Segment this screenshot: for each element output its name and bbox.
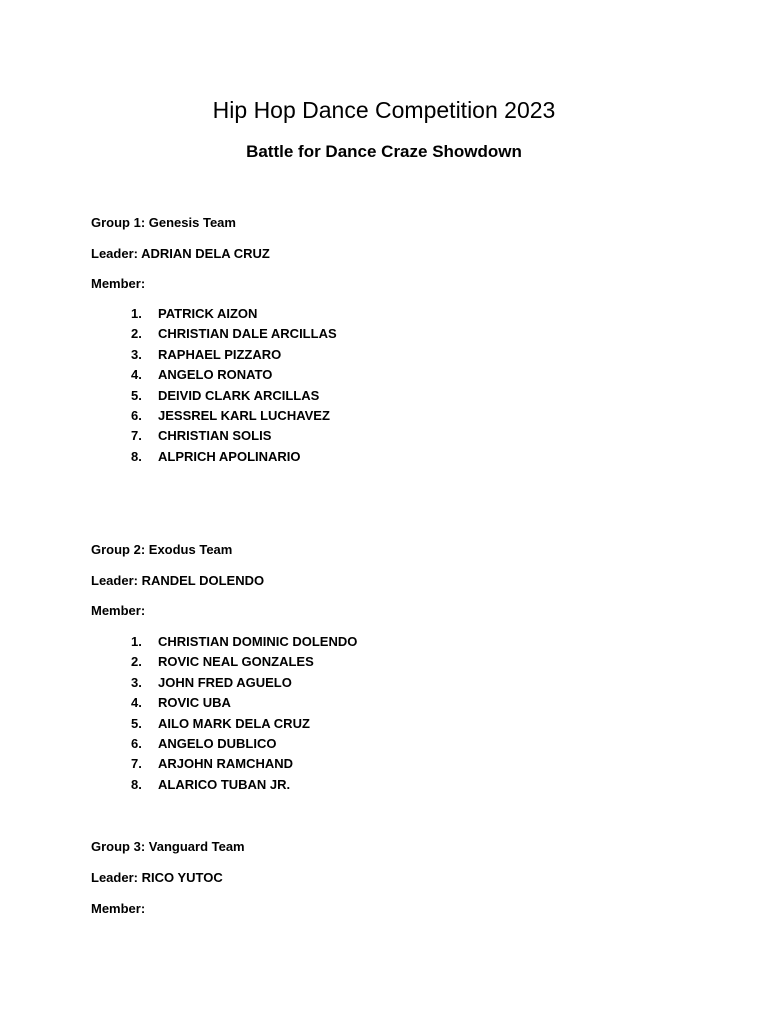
list-number: 2. [131, 326, 142, 342]
list-item [131, 406, 337, 426]
member-name: ARJOHN RAMCHAND [158, 756, 294, 772]
group-2-heading: Group 2: Exodus Team [91, 542, 233, 557]
member-name: JOHN FRED AGUELO [158, 674, 292, 690]
list-item [131, 365, 337, 385]
list-number: 2. [131, 654, 142, 670]
list-item [131, 447, 337, 467]
group-3-member-label: Member: [91, 901, 146, 916]
list-number: 5. [131, 387, 142, 403]
member-name: ALARICO TUBAN JR. [158, 776, 291, 792]
list-item [131, 652, 357, 672]
list-item [131, 632, 357, 652]
group-3-heading: Group 3: Vanguard Team [91, 839, 245, 854]
member-name: ROVIC UBA [158, 695, 231, 711]
list-number: 1. [131, 634, 142, 649]
document-title: Hip Hop Dance Competition 2023 [212, 97, 556, 123]
group-3-leader: Leader: RICO YUTOC [91, 870, 223, 885]
list-number: 8. [131, 776, 142, 792]
list-number: 1. [131, 306, 142, 321]
document-subtitle: Battle for Dance Craze Showdown [246, 142, 522, 161]
member-name: JESSREL KARL LUCHAVEZ [158, 407, 330, 423]
member-name: ANGELO DUBLICO [158, 735, 277, 751]
list-item [131, 754, 357, 774]
list-number: 4. [131, 367, 142, 383]
group-1-member-label: Member: [91, 276, 146, 291]
member-name: CHRISTIAN SOLIS [158, 428, 272, 444]
list-item [131, 734, 357, 754]
list-number: 4. [131, 695, 142, 711]
list-number: 6. [131, 407, 142, 423]
list-number: 8. [131, 448, 142, 464]
member-name: AILO MARK DELA CRUZ [158, 715, 310, 731]
list-number: 6. [131, 735, 142, 751]
list-number: 3. [131, 346, 142, 362]
member-name: ANGELO RONATO [158, 367, 273, 383]
list-item [131, 324, 337, 344]
group-1-heading: Group 1: Genesis Team [91, 215, 236, 230]
list-number: 7. [131, 428, 142, 444]
list-item [131, 714, 357, 734]
member-name: CHRISTIAN DOMINIC DOLENDO [158, 634, 358, 649]
member-name: ALPRICH APOLINARIO [158, 448, 301, 464]
member-name: RAPHAEL PIZZARO [158, 346, 282, 362]
list-number: 7. [131, 756, 142, 772]
group-2-leader: Leader: RANDEL DOLENDO [91, 573, 265, 588]
group-2-member-list [131, 632, 357, 795]
member-name: CHRISTIAN DALE ARCILLAS [158, 326, 337, 342]
group-1-member-list [131, 304, 337, 467]
list-number: 5. [131, 715, 142, 731]
member-name: DEIVID CLARK ARCILLAS [158, 387, 320, 403]
group-2-member-label: Member: [91, 603, 146, 618]
group-1-leader: Leader: ADRIAN DELA CRUZ [91, 246, 270, 261]
list-item [131, 673, 357, 693]
member-name: ROVIC NEAL GONZALES [158, 654, 314, 670]
list-item [131, 304, 337, 324]
list-item [131, 775, 357, 795]
list-number: 3. [131, 674, 142, 690]
list-item [131, 345, 337, 365]
list-item [131, 693, 357, 713]
list-item [131, 386, 337, 406]
list-item [131, 426, 337, 446]
member-name: PATRICK AIZON [158, 306, 258, 321]
